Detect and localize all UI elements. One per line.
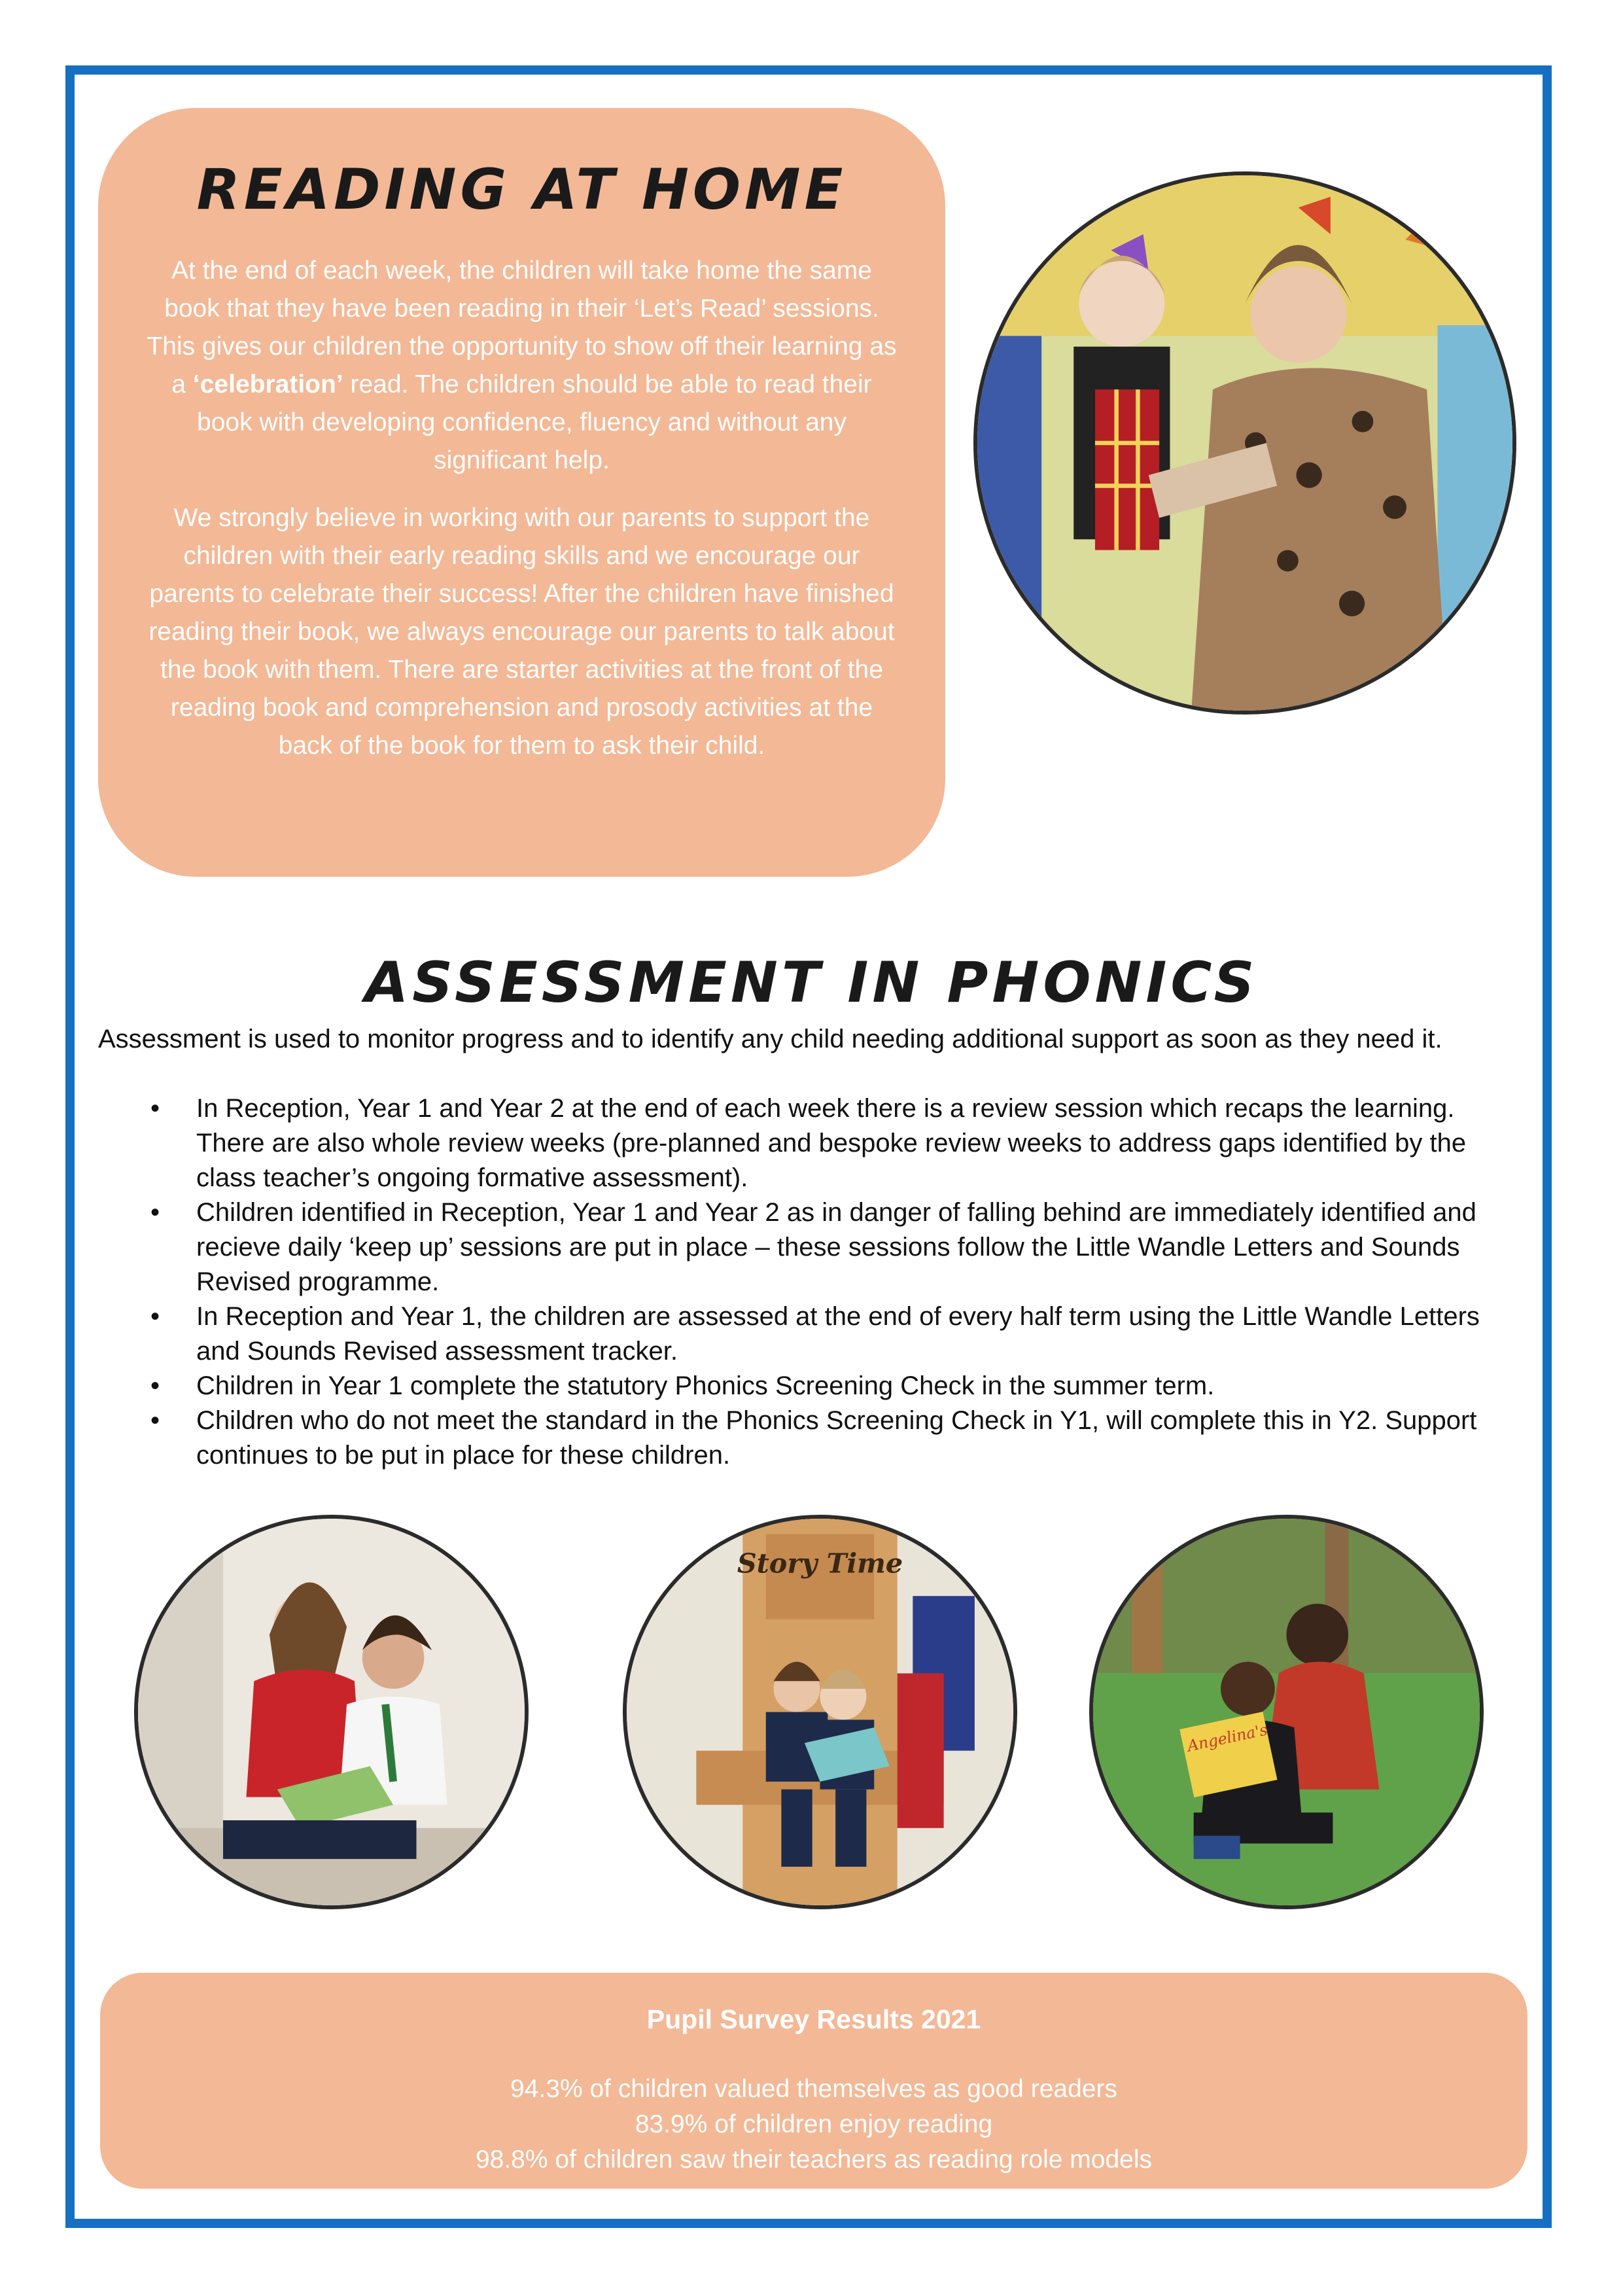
assessment-in-phonics-title: ASSESSMENT IN PHONICS [364,950,1259,1016]
girls-reading-photo [134,1515,529,1909]
assessment-bullet: • Children identified in Reception, Year 1 and Year 2 as in danger of falling behind are immediately identified and recieve daily ‘keep up’ sessions are put in place – these sessions follow the Little Wandle Letters and Sounds Revised programme. [196,1195,1524,1299]
angelina-book-title: Angelina's [1185,1720,1269,1756]
bullet-icon: • [150,1198,160,1227]
survey-result-line: 94.3% of children valued themselves as good readers [510,2075,1117,2103]
assessment-intro: Assessment is used to monitor progress and to identify any child needing additional support as soon as they need it. [98,1025,1442,1053]
survey-title: Pupil Survey Results 2021 [646,2004,981,2034]
reading-at-home-paragraph-2: We strongly believe in working with our parents to support the children with their early reading skills and we encourage our parents to celebrate their success! After the children have finished reading their book, we always encourage our parents to talk about the book with them. There are starter activities at the front of the reading book and comprehension and prosody activities at the back of the book for them to ask their child. [148,504,895,760]
survey-result-line: 98.8% of children saw their teachers as reading role models [475,2146,1153,2174]
assessment-bullet-list [150,1091,1524,1473]
bullet-icon: • [150,1371,160,1400]
bullet-icon: • [150,1406,160,1435]
bullet-icon: • [150,1094,160,1123]
story-time-sign: Story Time [737,1547,903,1580]
assessment-bullet: • In Reception, Year 1 and Year 2 at the end of each week there is a review session which recaps the learning. There are also whole review weeks (pre-planned and bespoke review weeks to address gaps identified by the class teacher’s ongoing formative assessment). [196,1091,1524,1195]
assessment-bullet: • In Reception and Year 1, the children are assessed at the end of every half term using the Little Wandle Letters and Sounds Revised assessment tracker. [196,1299,1524,1369]
assessment-bullet: • Children in Year 1 complete the statutory Phonics Screening Check in the summer term. [196,1369,1524,1404]
boys-reading-outdoors-photo [1089,1515,1484,1909]
survey-result-line: 83.9% of children enjoy reading [635,2110,993,2138]
pupil-survey-panel [100,1973,1527,2189]
bullet-icon: • [150,1302,160,1331]
assessment-bullet: • Children who do not meet the standard in the Phonics Screening Check in Y1, will complete this in Y2. Support continues to be put in place for these children. [196,1404,1524,1473]
story-time-chair-photo [623,1515,1017,1909]
celebration-emphasis: ‘celebration’ [192,370,343,398]
reading-at-home-paragraph-1: At the end of each week, the children will take home the same book that they have been reading in their ‘Let’s Read’ sessions. This gives our children the opportunity to show off their learning as a ‘celebration’ read. The children should be able to read their book with developing confidence, fluency and without any significant help. [147,256,897,474]
reading-at-home-panel [98,108,945,877]
reading-at-home-title: READING AT HOME [196,157,847,222]
teacher-reading-photo [973,171,1516,715]
